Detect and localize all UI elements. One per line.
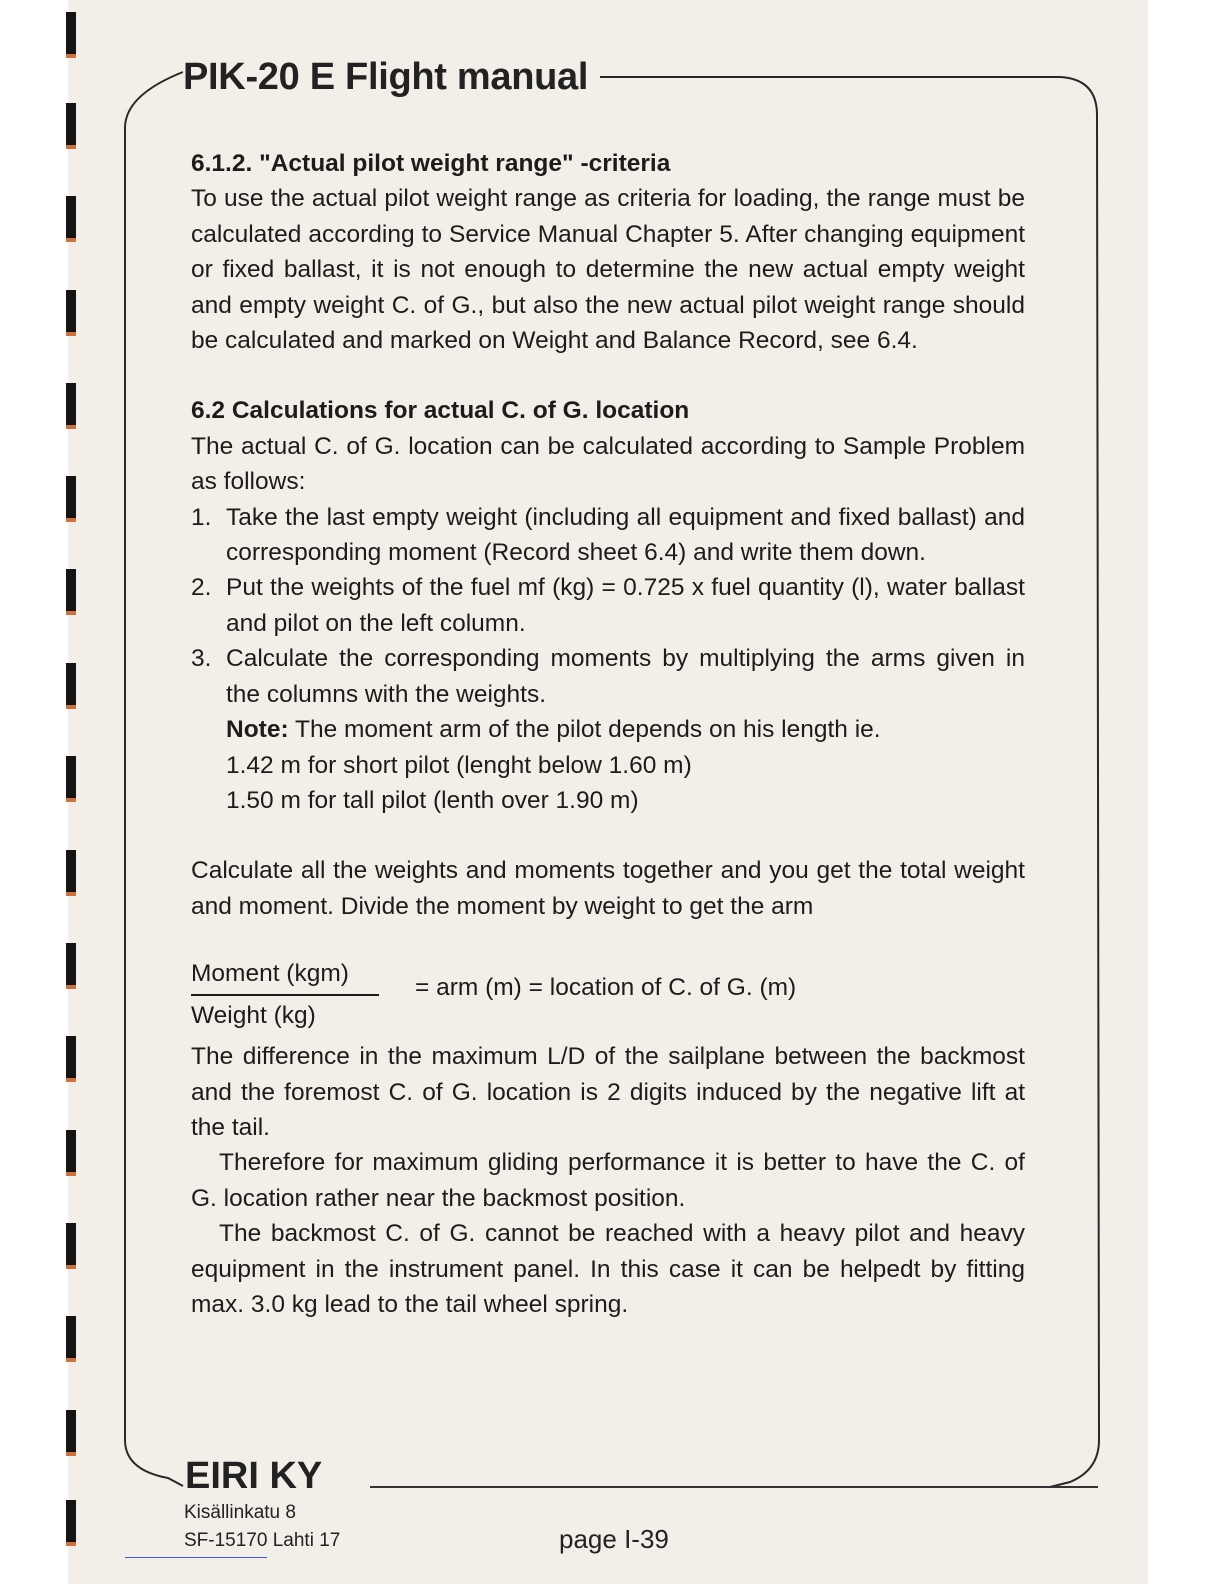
link-underline	[125, 1557, 267, 1558]
formula-numerator: Moment (kgm)	[191, 956, 379, 995]
note-tall-pilot: 1.50 m for tall pilot (lenth over 1.90 m)	[226, 786, 639, 814]
backmost-paragraph: The backmost C. of G. cannot be reached with a heavy pilot and heavy equipment in the instrument panel. In this case it can be helpedt by fitting max. 3.0 kg lead to the tail wheel spring.	[191, 1220, 1025, 1318]
note	[191, 712, 1025, 747]
calc-text: Calculate all the weights and moments together and you get the total weight and moment. Divide the moment by weight to get the arm	[191, 857, 1025, 920]
page-title: PIK-20 E Flight manual	[183, 56, 592, 99]
note-label: Note:	[226, 716, 289, 744]
therefore-paragraph: Therefore for maximum gliding performance it is better to have the C. of G. location rather near the backmost position.	[191, 1149, 1025, 1212]
formula-denominator: Weight (kg)	[191, 1002, 316, 1030]
address-street: Kisällinkatu 8	[184, 1502, 296, 1523]
section-612-body: To use the actual pilot weight range as criteria for loading, the range must be calculated according to Service Manual Chapter 5. After changing equipment or fixed ballast, it is not enough to determine the new actual empty weight and empty weight C. of G., but also the new actual pilot weight range should be calculated and marked on Weight and Balance Record, see 6.4.	[191, 185, 1025, 355]
step-number: 2.	[191, 574, 212, 602]
note-text: The moment arm of the pilot depends on his length ie.	[288, 716, 881, 744]
step-number: 3.	[191, 645, 212, 673]
formula-result: = arm (m) = location of C. of G. (m)	[415, 974, 797, 1002]
footer-rule	[370, 1486, 1098, 1488]
difference-paragraph: The difference in the maximum L/D of the sailplane between the backmost and the foremost C. of G. location is 2 digits induced by the negative lift at the tail.	[191, 1043, 1025, 1141]
list-item	[191, 641, 1025, 712]
steps-list	[191, 500, 1025, 712]
address-city: SF-15170 Lahti 17	[184, 1530, 341, 1551]
step-text: Calculate the corresponding moments by multiplying the arms given in the columns with the weights.	[226, 645, 1025, 708]
page-number: page I-39	[559, 1524, 669, 1554]
cg-formula	[191, 956, 1025, 1039]
step-text: Take the last empty weight (including all equipment and fixed ballast) and corresponding moment (Record sheet 6.4) and write them down.	[226, 503, 1025, 567]
section-62-intro: The actual C. of G. location can be calculated according to Sample Problem as follows:	[191, 432, 1025, 496]
note-short-pilot: 1.42 m for short pilot (lenght below 1.60 m)	[226, 751, 692, 779]
list-item	[191, 570, 1025, 641]
page-content	[191, 146, 1025, 1322]
step-text: Put the weights of the fuel mf (kg) = 0.725 x fuel quantity (l), water ballast and pilot on the left column.	[226, 574, 1025, 637]
list-item	[191, 500, 1025, 571]
company-name: EIRI KY	[185, 1455, 323, 1497]
section-612-heading: 6.1.2. "Actual pilot weight range" -criteria	[191, 150, 671, 177]
step-number: 1.	[191, 503, 212, 531]
section-62-heading: 6.2 Calculations for actual C. of G. location	[191, 397, 690, 425]
